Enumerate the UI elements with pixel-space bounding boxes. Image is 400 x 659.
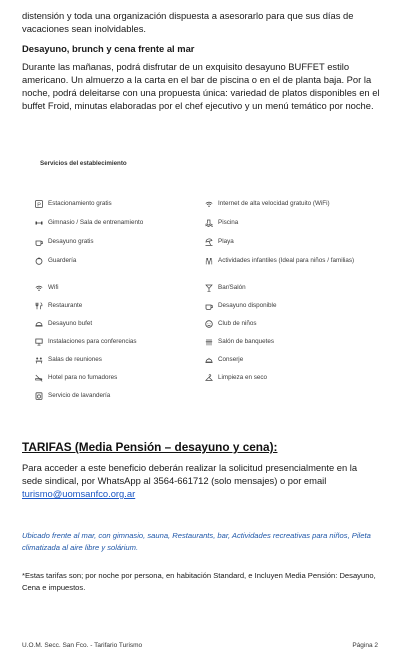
page-number: Página 2 xyxy=(352,642,378,649)
no-smoking-icon xyxy=(35,374,43,382)
banquet-icon xyxy=(205,338,213,346)
service-label: Restaurante xyxy=(48,302,83,309)
service-item xyxy=(35,284,195,292)
service-label: Internet de alta velocidad gratuito (WiFi) xyxy=(218,200,330,207)
service-label: Actividades infantiles (Ideal para niños / familias) xyxy=(218,257,355,264)
service-item xyxy=(205,356,365,364)
services-title: Servicios del establecimiento xyxy=(40,160,127,167)
service-label: Guardería xyxy=(48,257,77,264)
conference-icon xyxy=(35,338,43,346)
pool-icon xyxy=(205,219,213,227)
email-link[interactable]: turismo@uomsanfco.org.ar xyxy=(22,488,136,499)
service-item xyxy=(35,338,195,346)
service-item xyxy=(205,238,365,246)
service-label: Conserje xyxy=(218,356,244,363)
bufet-icon xyxy=(35,320,43,328)
service-label: Limpieza en seco xyxy=(218,374,268,381)
meeting-icon xyxy=(35,356,43,364)
dumbbell-icon xyxy=(35,219,43,227)
footer-left: U.O.M. Secc. San Fco. - Tarifario Turismo xyxy=(22,642,143,649)
service-item xyxy=(205,200,365,208)
service-item xyxy=(35,238,195,246)
service-item xyxy=(35,320,195,328)
service-label: Piscina xyxy=(218,219,239,226)
service-label: Estacionamiento gratis xyxy=(48,200,112,207)
service-label: Salón de banquetes xyxy=(218,338,275,345)
kids-club-icon xyxy=(205,320,213,328)
service-label: Club de niños xyxy=(218,320,257,327)
tarifas-paragraph xyxy=(22,461,380,500)
intro-paragraph: distensión y toda una organización dispuesta a asesorarlo para que sus días de vacaciones sean inolvidables. xyxy=(22,10,354,34)
service-item xyxy=(35,356,195,364)
fee-note: *Estas tarifas son; por noche por persona, en habitación Standard, e Incluyen Media Pensión: Desayuno, Cena e impuestos. xyxy=(22,571,376,592)
service-label: Salas de reuniones xyxy=(48,356,102,363)
dry-cleaning-icon xyxy=(205,374,213,382)
service-item xyxy=(35,392,195,400)
service-item xyxy=(205,302,365,310)
tarifas-heading: TARIFAS (Media Pensión – desayuno y cena): xyxy=(22,440,278,454)
restaurant-icon xyxy=(35,302,43,310)
svg-text:P: P xyxy=(37,202,41,208)
service-label: Bar/Salón xyxy=(218,284,246,291)
service-item xyxy=(35,200,195,208)
parking-icon xyxy=(35,200,43,208)
cocktail-icon xyxy=(205,284,213,292)
service-item xyxy=(205,320,365,328)
service-label: Gimnasio / Sala de entrenamiento xyxy=(48,219,144,226)
child-icon xyxy=(35,257,43,265)
coffee-icon xyxy=(205,302,213,310)
service-label: Wifi xyxy=(48,284,59,291)
service-label: Hotel para no fumadores xyxy=(48,374,118,381)
service-item xyxy=(35,374,195,382)
service-item xyxy=(205,257,365,265)
coffee-icon xyxy=(35,238,43,246)
service-item xyxy=(205,219,365,227)
service-item xyxy=(35,219,195,227)
family-icon xyxy=(205,257,213,265)
service-item xyxy=(205,374,365,382)
service-item xyxy=(35,257,195,265)
service-label: Instalaciones para conferencias xyxy=(48,338,137,345)
service-label: Desayuno gratis xyxy=(48,238,94,245)
breakfast-paragraph: Durante las mañanas, podrá disfrutar de un exquisito desayuno BUFFET estilo americano. Un almuerzo a la carta en el bar de piscina o en el de planta baja. Por la noche, podrá deleitarse con una propuesta única: variedad de platos disponibles en el buffet Froid, minutas elaboradas por el chef ejecutivo y un menú temático por noche. xyxy=(22,61,380,111)
breakfast-heading: Desayuno, brunch y cena frente al mar xyxy=(22,43,195,54)
service-item xyxy=(205,338,365,346)
service-label: Servicio de lavandería xyxy=(48,392,111,399)
wifi-icon xyxy=(205,200,213,208)
service-label: Playa xyxy=(218,238,234,245)
service-label: Desayuno bufet xyxy=(48,320,93,327)
service-label: Desayuno disponible xyxy=(218,302,277,309)
location-note: Ubicado frente al mar, con gimnasio, sauna, Restaurants, bar, Actividades recreativas para niños, Pileta climatizada al aire libre y solárium. xyxy=(22,531,371,552)
service-item xyxy=(205,284,365,292)
service-item xyxy=(35,302,195,310)
wifi-icon xyxy=(35,284,43,292)
beach-icon xyxy=(205,238,213,246)
concierge-icon xyxy=(205,356,213,364)
laundry-icon xyxy=(35,392,43,400)
tarifas-text: Para acceder a este beneficio deberán realizar la solicitud presencialmente en la sede sindical, por WhatsApp al 3564-661712 (solo mensajes) o por email xyxy=(22,462,358,486)
